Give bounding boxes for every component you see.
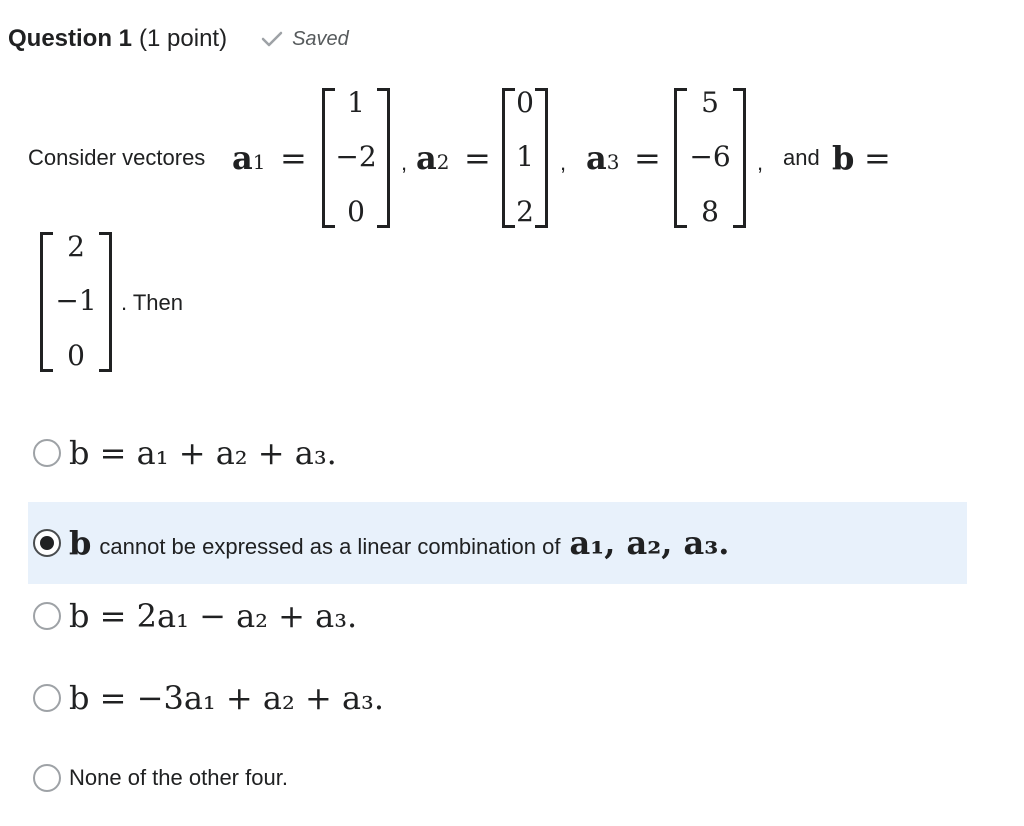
vector-b-label: b bbox=[832, 139, 855, 177]
separator-comma: , bbox=[560, 150, 567, 175]
question-title: Question 1 bbox=[8, 25, 133, 52]
vector-a3-entry: 5 bbox=[701, 86, 719, 119]
vector-a3-entry: 8 bbox=[701, 195, 719, 228]
vector-b-entry: 0 bbox=[67, 339, 85, 372]
radio-button[interactable] bbox=[33, 764, 61, 792]
vector-b-entry: 2 bbox=[67, 230, 85, 263]
equals-sign: = bbox=[864, 139, 891, 177]
vector-a1-label: a1 bbox=[232, 139, 266, 177]
vector-a2-entry: 0 bbox=[516, 86, 534, 119]
option-lead: b bbox=[69, 524, 92, 562]
radio-button[interactable] bbox=[33, 439, 61, 467]
vector-a2-entry: 2 bbox=[516, 195, 534, 228]
vector-b-entry: −1 bbox=[55, 284, 97, 317]
question-points: (1 point) bbox=[139, 25, 228, 52]
saved-status-text: Saved bbox=[292, 27, 349, 50]
option-expression: b = a₁ + a₂ + a₃. bbox=[69, 434, 337, 472]
vector-a3-label: a3 bbox=[586, 139, 620, 177]
option-text: cannot be expressed as a linear combination of bbox=[99, 534, 561, 559]
vector-a2-label: a2 bbox=[416, 139, 450, 177]
prompt-and: and bbox=[783, 145, 820, 170]
equals-sign: = bbox=[634, 139, 661, 177]
answer-option-3[interactable] bbox=[28, 575, 967, 657]
vector-b-matrix bbox=[40, 232, 112, 372]
vector-a1-entry: 1 bbox=[347, 86, 365, 119]
vector-a2-matrix bbox=[502, 88, 548, 228]
prompt-then: . Then bbox=[121, 290, 183, 315]
prompt-intro: Consider vectores bbox=[28, 145, 206, 170]
answer-option-4[interactable] bbox=[28, 657, 967, 739]
vector-a2-entry: 1 bbox=[516, 140, 534, 173]
checkmark-icon bbox=[261, 30, 283, 48]
question-header bbox=[8, 24, 349, 54]
option-expression: b = −3a₁ + a₂ + a₃. bbox=[69, 679, 385, 717]
answer-option-2[interactable] bbox=[28, 502, 967, 584]
radio-dot-icon bbox=[40, 536, 54, 550]
equals-sign: = bbox=[280, 139, 307, 177]
option-text: None of the other four. bbox=[69, 765, 288, 790]
vector-a1-entry: −2 bbox=[335, 140, 377, 173]
vector-a1-entry: 0 bbox=[347, 195, 365, 228]
saved-status bbox=[261, 28, 349, 51]
vector-a3-entry: −6 bbox=[689, 140, 731, 173]
vector-a1-matrix bbox=[322, 88, 390, 228]
separator-comma: , bbox=[757, 150, 764, 175]
answer-option-5[interactable] bbox=[28, 737, 967, 819]
equals-sign: = bbox=[464, 139, 491, 177]
separator-comma: , bbox=[401, 150, 408, 175]
answer-option-1[interactable] bbox=[28, 412, 967, 494]
radio-button-selected[interactable] bbox=[33, 529, 61, 557]
vector-a3-matrix bbox=[674, 88, 746, 228]
option-expression: b = 2a₁ − a₂ + a₃. bbox=[69, 597, 358, 635]
radio-button[interactable] bbox=[33, 602, 61, 630]
option-tail: a₁, a₂, a₃. bbox=[569, 524, 730, 562]
radio-button[interactable] bbox=[33, 684, 61, 712]
